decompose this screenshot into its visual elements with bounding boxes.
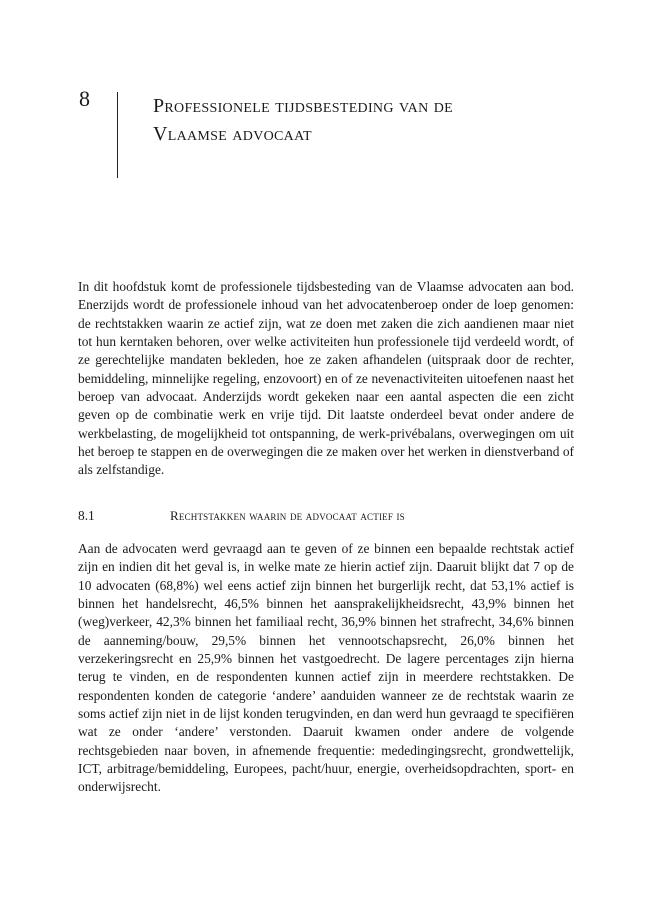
chapter-number: 8 (79, 86, 90, 111)
chapter-title-line-2: Vlaamse advocaat (153, 123, 312, 145)
section-title: Rechtstakken waarin de advocaat actief is (170, 508, 405, 523)
section-paragraph: Aan de advocaten werd gevraagd aan te geven of ze binnen een bepaalde rechtstak actief zijn en indien dit het geval is, in welke mate ze hierin actief zijn. Daaruit blijkt dat 7 op de 10 advocaten (68,8%) wel eens actief zijn binnen het burgerlijk recht, dat 53,1% actief is binnen het handelsrecht, 46,5% binnen het aansprakelijkheidsrecht, 43,9% binnen het (weg)verkeer, 42,3% binnen het familiaal recht, 36,9% binnen het strafrecht, 34,6% binnen de aanneming/bouw, 29,5% binnen het vennootschapsrecht, 26,0% binnen het verzekeringsrecht en 25,9% binnen het vastgoedrecht. De lagere percentages zijn hierna terug te vinden, en de respondenten kunnen actief zijn in meerdere rechtstakken. De respondenten konden de categorie ‘andere’ aanduiden wanneer ze de rechtstak waarin ze soms actief zijn niet in de lijst konden terugvinden, en dan werd hun gevraagd te specifiëren wat ze onder ‘andere’ verstonden. Daaruit kwamen onder andere de volgende rechtsgebieden naar boven, in afnemende frequentie: mededingingsrecht, grondwettelijk, ICT, arbitrage/bemiddeling, Europees, pacht/huur, energie, overheidsopdrachten, sport- en onderwijsrecht. (78, 541, 574, 795)
chapter-title (153, 92, 583, 148)
section-number: 8.1 (78, 508, 95, 523)
chapter-divider (117, 92, 118, 178)
intro-paragraph: In dit hoofdstuk komt de professionele tijdsbesteding van de Vlaamse advocaten aan bod. Enerzijds wordt de professionele inhoud van het advocatenberoep onder de loep genomen: de rechtstakken waarin ze actief zijn, wat ze doen met zaken die zich aandienen maar niet tot hun kerntaken behoren, over welke activiteiten hun professionele tijd verdeeld wordt, of ze gerechtelijke mandaten bekleden, hoe ze zaken afhandelen (uitspraak door de rechter, bemiddeling, minnelijke regeling, enzovoort) en of ze nevenactiviteiten uitoefenen naast het beroep van advocaat. Anderzijds wordt gekeken naar een aantal aspecten die een zicht geven op de combinatie werk en vrije tijd. Dit laatste onderdeel bevat onder andere de werkbelasting, de mogelijkheid tot ontspanning, de werk-privébalans, overwegingen om uit het beroep te stappen en de overwegingen die ze maken over het werken in dienstverband of als zelfstandige. (78, 279, 574, 478)
chapter-title-line-1: Professionele tijdsbesteding van de (153, 95, 454, 117)
